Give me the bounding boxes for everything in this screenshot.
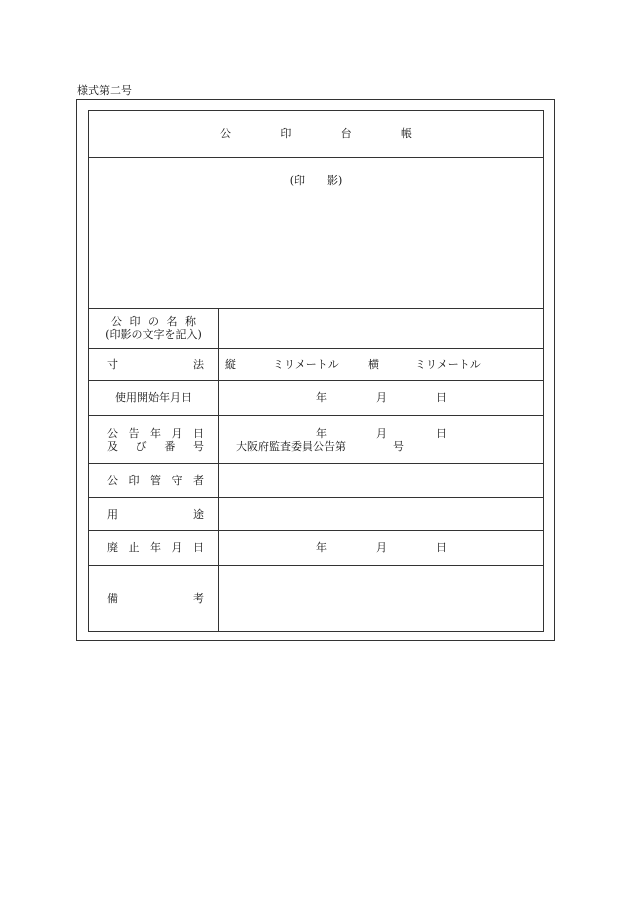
label-char: 番 [164, 440, 176, 453]
year-label: 年 [316, 391, 327, 404]
vertical-unit: ミリメートル [273, 358, 339, 371]
abolish-date-row [89, 531, 543, 566]
start-date-label-cell [89, 381, 219, 415]
label-char: 止 [128, 541, 140, 554]
notice-text: 大阪府監査委員公告第 [236, 440, 346, 453]
seal-register-table [88, 110, 544, 632]
seal-name-row [89, 309, 543, 349]
label-char: 印 [128, 474, 140, 487]
label-char: 名 [166, 315, 178, 328]
label-char: 年 [150, 541, 161, 554]
label-char: 公 [107, 474, 118, 487]
label-char: 廃 [107, 541, 118, 554]
title-row [89, 111, 543, 158]
label-char: 日 [193, 427, 204, 440]
start-date-row [89, 381, 543, 416]
seal-name-sublabel: (印影の文字を記入) [105, 328, 202, 341]
label-char: 印 [129, 315, 141, 328]
horizontal-unit: ミリメートル [415, 358, 481, 371]
label-char: 公 [111, 315, 122, 328]
month-label: 月 [376, 541, 387, 554]
abolish-date-value-cell[interactable] [219, 531, 543, 565]
horizontal-label: 横 [368, 358, 379, 371]
seal-name-value-cell[interactable] [219, 309, 543, 348]
page-title [220, 127, 412, 141]
dimensions-label [107, 358, 204, 372]
dimensions-label-cell [89, 349, 219, 380]
title-char: 公 [220, 127, 231, 140]
custodian-label [107, 474, 204, 488]
label-char: 管 [150, 474, 161, 487]
day-label: 日 [436, 391, 447, 404]
abolish-date-label-cell [89, 531, 219, 565]
custodian-row [89, 464, 543, 498]
month-label: 月 [376, 427, 387, 440]
label-char: 日 [193, 541, 204, 554]
year-label: 年 [316, 427, 327, 440]
year-label: 年 [316, 541, 327, 554]
remarks-row [89, 566, 543, 631]
label-char: 守 [171, 474, 183, 487]
title-char: 印 [280, 127, 292, 140]
label-char: 法 [193, 358, 204, 371]
label-char: 告 [128, 427, 140, 440]
title-char: 帳 [400, 127, 412, 140]
purpose-value-cell[interactable] [219, 498, 543, 530]
label-char: 者 [193, 474, 204, 487]
start-date-label: 使用開始年月日 [115, 391, 192, 404]
label-char: の [148, 315, 159, 328]
remarks-label [107, 592, 204, 606]
label-char: 途 [193, 508, 204, 521]
start-date-value-cell[interactable] [219, 381, 543, 415]
seal-name-label-cell [89, 309, 219, 348]
label-char: 考 [193, 592, 204, 605]
label-char: 及 [107, 440, 118, 453]
label-char: 寸 [107, 358, 118, 371]
label-char: 年 [150, 427, 161, 440]
day-label: 日 [436, 541, 447, 554]
label-char: 公 [107, 427, 118, 440]
custodian-label-cell [89, 464, 219, 497]
purpose-label-cell [89, 498, 219, 530]
remarks-value-cell[interactable] [219, 566, 543, 631]
announcement-row [89, 416, 543, 464]
purpose-label [107, 508, 204, 522]
form-number: 様式第二号 [77, 84, 132, 97]
dimensions-row [89, 349, 543, 381]
label-char: 称 [185, 315, 196, 328]
seal-name-label [111, 315, 196, 329]
label-char: び [135, 440, 147, 453]
purpose-row [89, 498, 543, 531]
label-char: 月 [171, 541, 183, 554]
label-char: 月 [171, 427, 183, 440]
seal-impression-row [89, 158, 543, 309]
title-char: 台 [340, 127, 352, 140]
dimensions-value-cell[interactable] [219, 349, 543, 380]
vertical-label: 縦 [225, 358, 236, 371]
day-label: 日 [436, 427, 447, 440]
label-char: 備 [107, 592, 118, 605]
announcement-label-line1 [107, 427, 204, 441]
label-char: 号 [192, 440, 204, 453]
month-label: 月 [376, 391, 387, 404]
abolish-date-label [107, 541, 204, 555]
custodian-value-cell[interactable] [219, 464, 543, 497]
announcement-label-cell [89, 416, 219, 463]
announcement-label-line2 [107, 440, 204, 454]
number-suffix: 号 [393, 440, 404, 453]
remarks-label-cell [89, 566, 219, 631]
label-char: 用 [107, 508, 118, 521]
announcement-value-cell[interactable] [219, 416, 543, 463]
seal-impression-label: (印 影) [289, 174, 343, 187]
